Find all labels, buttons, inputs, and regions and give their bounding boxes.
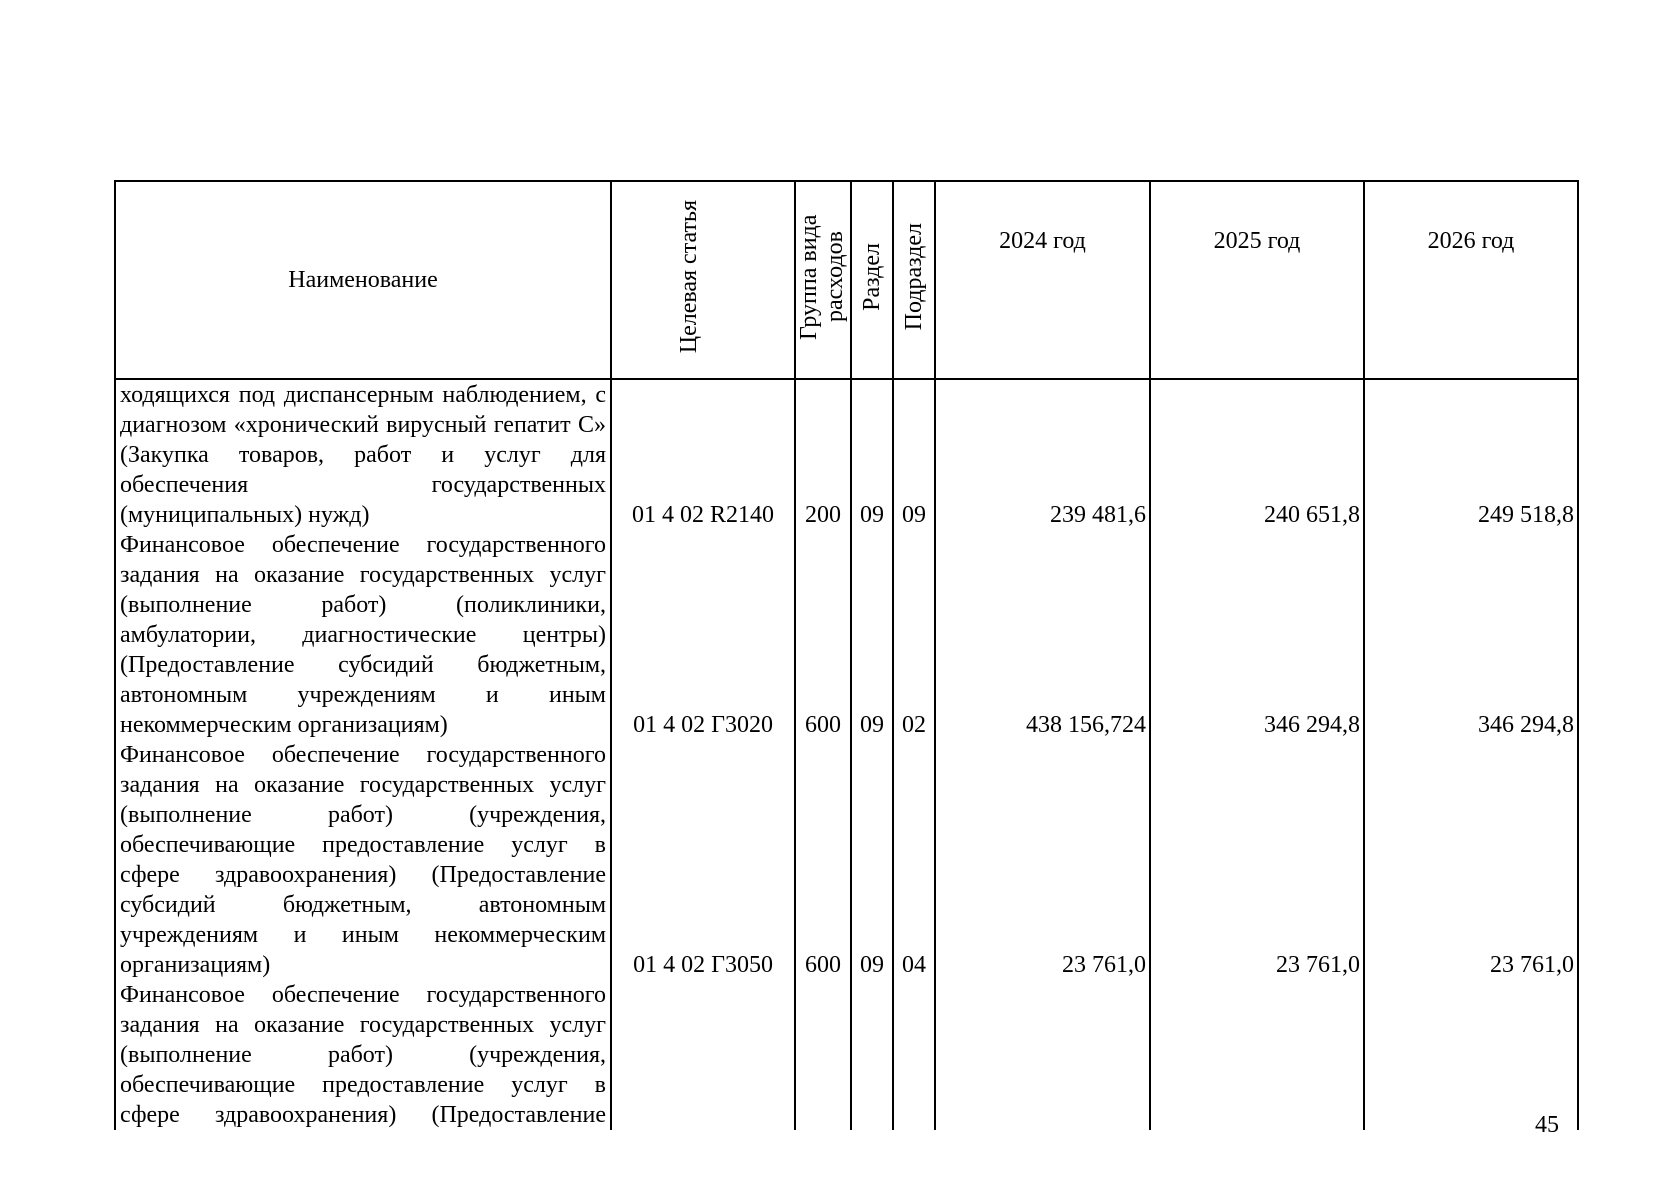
table-row (115, 740, 1578, 980)
table-row (115, 980, 1578, 1130)
page-number: 45 (1535, 1112, 1559, 1138)
row-target: 01 4 02 R2140 (611, 379, 795, 530)
row-subsection: 02 (893, 530, 935, 740)
row-2025: 240 651,8 (1150, 379, 1364, 530)
row-2024 (935, 980, 1150, 1130)
row-section (851, 980, 893, 1130)
row-2026: 249 518,8 (1364, 379, 1578, 530)
row-group: 200 (795, 379, 851, 530)
row-group: 600 (795, 530, 851, 740)
row-group (795, 980, 851, 1130)
row-target (611, 980, 795, 1130)
header-2025: 2025 год (1150, 181, 1364, 379)
row-2025: 23 761,0 (1150, 740, 1364, 980)
row-section: 09 (851, 379, 893, 530)
table-header-row (115, 181, 1578, 379)
row-target: 01 4 02 Г3050 (611, 740, 795, 980)
row-2025 (1150, 980, 1364, 1130)
row-2024: 23 761,0 (935, 740, 1150, 980)
row-subsection: 09 (893, 379, 935, 530)
row-name: Финансовое обеспечение государственного задания на оказание государственных услуг (выполнение работ) (учреждения, обеспечивающие предоставление услуг в сфере здравоохранения) (Предоставление субсидий бюджетным, автономным учреждениям и иным некоммерческим организациям) (115, 740, 611, 980)
row-section: 09 (851, 740, 893, 980)
header-2024: 2024 год (935, 181, 1150, 379)
row-section: 09 (851, 530, 893, 740)
table-row (115, 379, 1578, 530)
header-target-article: Целевая статья (611, 181, 795, 379)
row-name: Финансовое обеспечение государственного задания на оказание государственных услуг (выполнение работ) (поликлиники, амбулатории, диагностические центры) (Предоставление субсидий бюджетным, автономным учреждениям и иным некоммерческим организациям) (115, 530, 611, 740)
header-name: Наименование (115, 181, 611, 379)
row-group: 600 (795, 740, 851, 980)
header-section: Раздел (851, 181, 893, 379)
row-name: ходящихся под диспансерным наблюдением, с диагнозом «хронический вирусный гепатит С» (Закупка товаров, работ и услуг для обеспечения государственных (муниципальных) нужд) (115, 379, 611, 530)
row-2026: 346 294,8 (1364, 530, 1578, 740)
row-2025: 346 294,8 (1150, 530, 1364, 740)
table-row (115, 530, 1578, 740)
row-2026: 23 761,0 (1364, 740, 1578, 980)
header-2026: 2026 год (1364, 181, 1578, 379)
row-name: Финансовое обеспечение государственного задания на оказание государственных услуг (выполнение работ) (учреждения, обеспечивающие предоставление услуг в сфере здравоохранения) (Предоставление (115, 980, 611, 1130)
row-subsection: 04 (893, 740, 935, 980)
header-subsection: Подраздел (893, 181, 935, 379)
row-2024: 239 481,6 (935, 379, 1150, 530)
row-2024: 438 156,724 (935, 530, 1150, 740)
row-2026 (1364, 980, 1578, 1130)
budget-table (114, 180, 1579, 1130)
row-target: 01 4 02 Г3020 (611, 530, 795, 740)
row-subsection (893, 980, 935, 1130)
header-expense-group: Группа вида расходов (795, 181, 851, 379)
